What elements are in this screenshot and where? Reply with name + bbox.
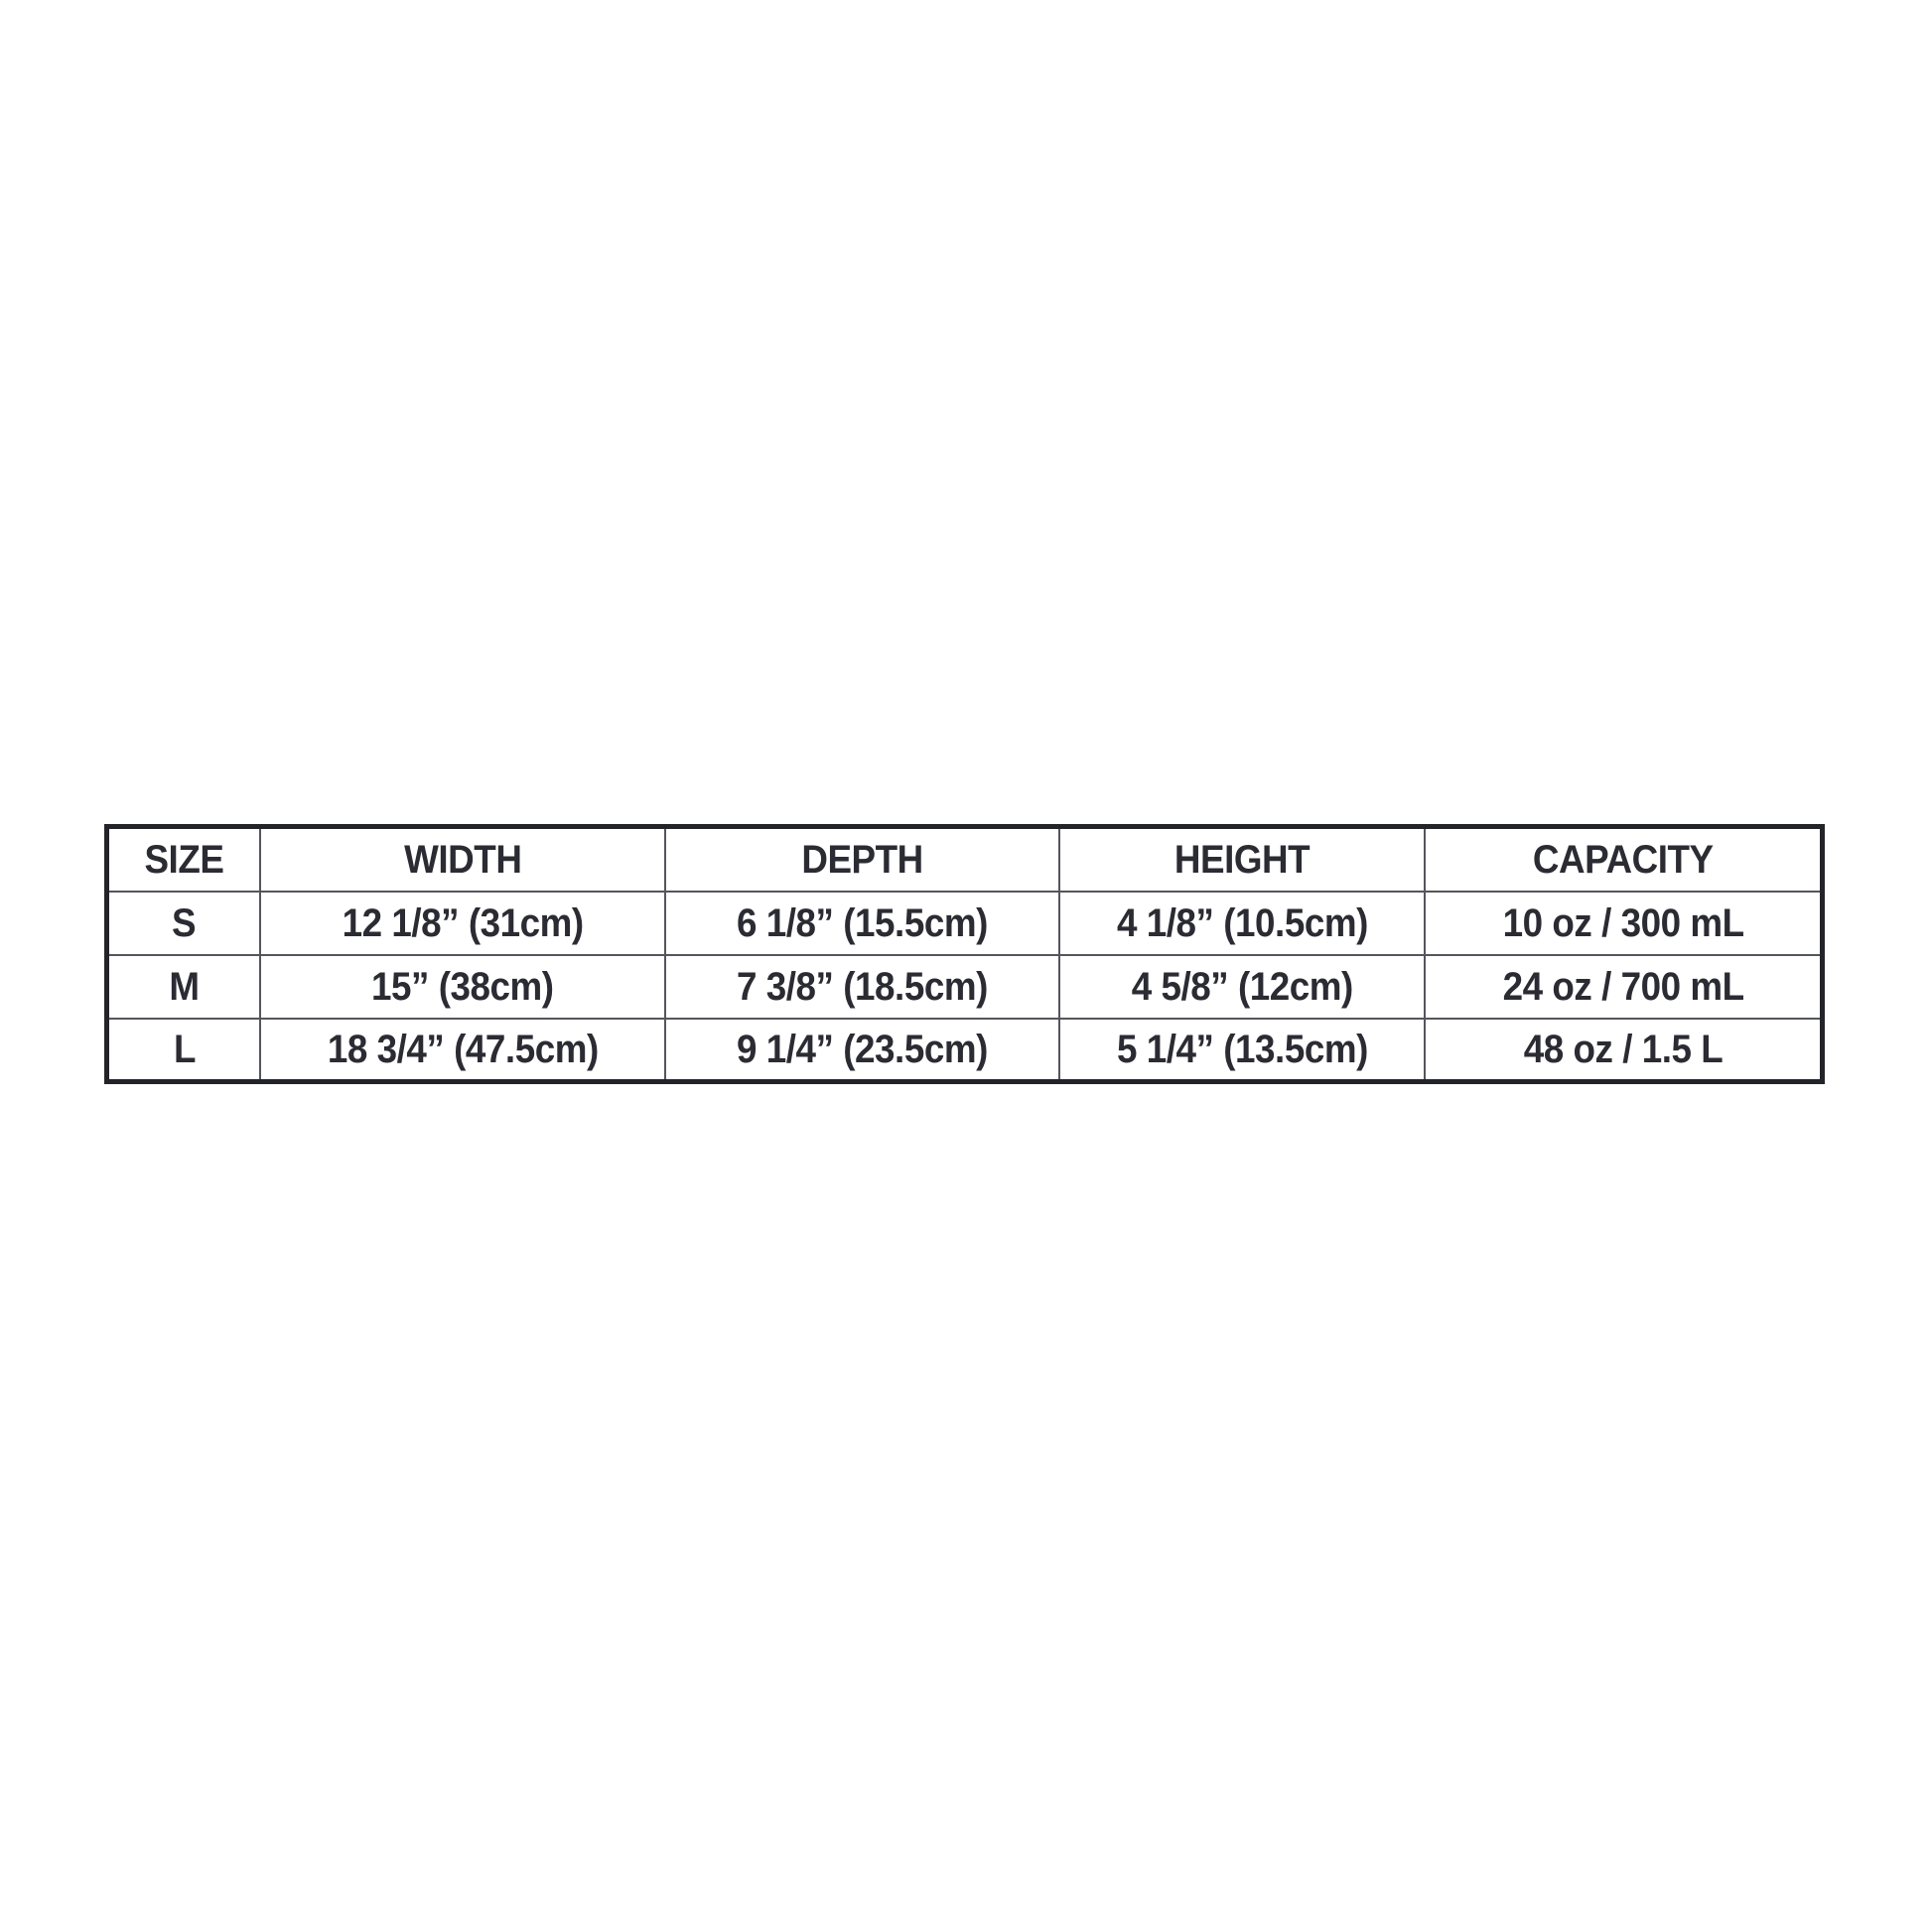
cell-depth [665, 892, 1059, 955]
width-value: 12 1/8” (31cm) [342, 900, 584, 945]
height-value: 4 5/8” (12cm) [1131, 964, 1353, 1009]
header-label-capacity: CAPACITY [1532, 837, 1714, 882]
cell-capacity [1425, 1019, 1822, 1082]
header-label-width: WIDTH [403, 837, 522, 882]
cell-width [260, 892, 665, 955]
cell-capacity [1425, 955, 1822, 1019]
cell-height [1059, 892, 1425, 955]
cell-size [107, 892, 261, 955]
header-cell-height [1059, 827, 1425, 892]
width-value: 15” (38cm) [371, 964, 554, 1009]
table-row-small [107, 892, 1823, 955]
height-value: 5 1/4” (13.5cm) [1116, 1027, 1368, 1071]
capacity-value: 24 oz / 700 mL [1502, 964, 1744, 1009]
size-value: S [172, 900, 197, 945]
header-cell-depth [665, 827, 1059, 892]
header-cell-width [260, 827, 665, 892]
height-value: 4 1/8” (10.5cm) [1116, 900, 1368, 945]
size-value: L [173, 1027, 196, 1071]
depth-value: 7 3/8” (18.5cm) [737, 964, 989, 1009]
cell-height [1059, 1019, 1425, 1082]
cell-capacity [1425, 892, 1822, 955]
cell-width [260, 955, 665, 1019]
cell-depth [665, 955, 1059, 1019]
header-label-depth: DEPTH [801, 837, 923, 882]
table-row-large [107, 1019, 1823, 1082]
cell-height [1059, 955, 1425, 1019]
depth-value: 6 1/8” (15.5cm) [737, 900, 989, 945]
header-label-height: HEIGHT [1174, 837, 1311, 882]
size-value: M [169, 964, 200, 1009]
cell-width [260, 1019, 665, 1082]
width-value: 18 3/4” (47.5cm) [327, 1027, 599, 1071]
header-cell-size [107, 827, 261, 892]
cell-size [107, 1019, 261, 1082]
cell-size [107, 955, 261, 1019]
depth-value: 9 1/4” (23.5cm) [737, 1027, 989, 1071]
capacity-value: 10 oz / 300 mL [1502, 900, 1744, 945]
header-cell-capacity [1425, 827, 1822, 892]
header-label-size: SIZE [144, 837, 224, 882]
capacity-value: 48 oz / 1.5 L [1523, 1027, 1724, 1071]
cell-depth [665, 1019, 1059, 1082]
table-row-medium [107, 955, 1823, 1019]
table-header-row [107, 827, 1823, 892]
size-spec-table [104, 824, 1825, 1084]
